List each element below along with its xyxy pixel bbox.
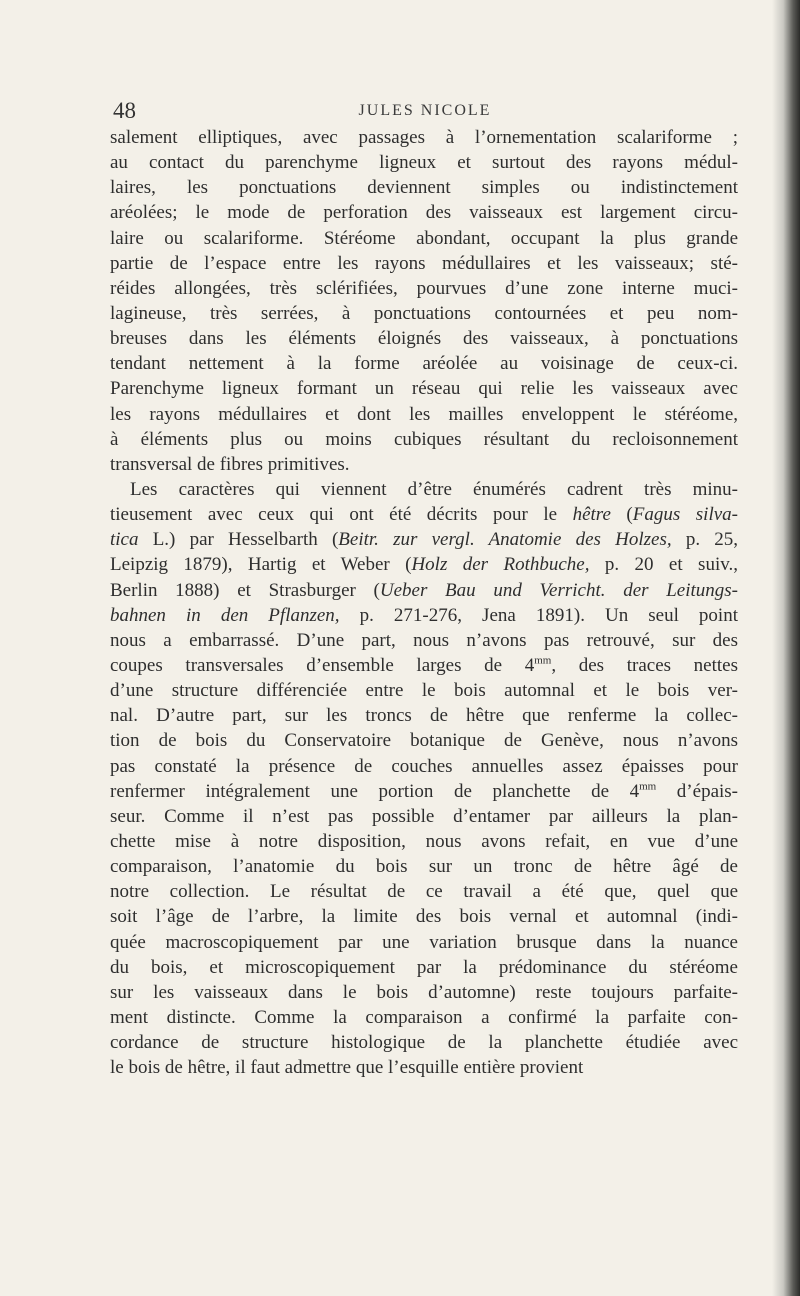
page-header bbox=[113, 98, 737, 128]
text-line bbox=[110, 502, 738, 527]
text-line bbox=[110, 703, 738, 728]
body-text bbox=[110, 125, 738, 1080]
text-segment: ( bbox=[610, 504, 633, 526]
text-segment: , des traces nettes bbox=[551, 654, 738, 676]
text-line bbox=[110, 653, 738, 678]
text-segment: coupes transversales d’ensemble larges de 4 bbox=[110, 654, 535, 676]
text-segment: sur les vaisseaux dans le bois d’automne) reste toujours parfaite- bbox=[110, 981, 738, 1003]
text-segment: cordance de structure histologique de la planchette étudiée avec bbox=[110, 1032, 738, 1054]
text-segment: chette mise à notre disposition, nous avons refait, en vue d’une bbox=[110, 830, 738, 852]
text-segment: tieusement avec ceux qui ont été décrits pour le bbox=[110, 504, 573, 526]
text-line bbox=[110, 1055, 738, 1080]
text-line bbox=[110, 980, 738, 1005]
text-line bbox=[110, 326, 738, 351]
text-line bbox=[110, 879, 738, 904]
text-line bbox=[110, 150, 738, 175]
text-line bbox=[110, 1030, 738, 1055]
text-line bbox=[110, 452, 738, 477]
text-line bbox=[110, 854, 738, 879]
text-line bbox=[110, 955, 738, 980]
text-line bbox=[110, 402, 738, 427]
text-line bbox=[110, 175, 738, 200]
text-segment: laires, les ponctuations deviennent simples ou indistinctement bbox=[110, 177, 738, 199]
text-segment: notre collection. Le résultat de ce travail a été que, quel que bbox=[110, 881, 738, 903]
text-segment: L.) par Hesselbarth ( bbox=[138, 529, 339, 551]
text-line bbox=[110, 628, 738, 653]
text-segment: p. 271-276, Jena 1891). Un seul point bbox=[339, 604, 738, 626]
text-segment: quée macroscopiquement par une variation brusque dans la nuance bbox=[110, 931, 738, 953]
text-line bbox=[110, 527, 738, 552]
page-edge-shadow bbox=[772, 0, 800, 1296]
text-line bbox=[110, 376, 738, 401]
text-line bbox=[110, 779, 738, 804]
text-segment: Berlin 1888) et Strasburger ( bbox=[110, 579, 380, 601]
text-segment: les rayons médullaires et dont les mailles enveloppent le stéréome, bbox=[110, 403, 738, 425]
text-segment: nal. D’autre part, sur les troncs de hêtre que renferme la collec- bbox=[110, 705, 738, 727]
text-line bbox=[110, 427, 738, 452]
text-segment: d’une structure différenciée entre le bois automnal et le bois ver- bbox=[110, 680, 738, 702]
text-segment: seur. Comme il n’est pas possible d’entamer par ailleurs la plan- bbox=[110, 805, 738, 827]
text-line bbox=[110, 603, 738, 628]
text-line bbox=[110, 578, 738, 603]
text-segment: nous a embarrassé. D’une part, nous n’avons pas retrouvé, sur des bbox=[110, 629, 738, 651]
text-line bbox=[110, 276, 738, 301]
text-line bbox=[110, 754, 738, 779]
text-line bbox=[110, 930, 738, 955]
text-segment: Parenchyme ligneux formant un réseau qui relie les vaisseaux avec bbox=[110, 378, 738, 400]
text-line bbox=[110, 1005, 738, 1030]
text-segment: laire ou scalariforme. Stéréome abondant, occupant la plus grande bbox=[110, 227, 738, 249]
text-line bbox=[110, 728, 738, 753]
text-line bbox=[110, 552, 738, 577]
text-line bbox=[110, 904, 738, 929]
text-segment: tion de bois du Conservatoire botanique de Genève, nous n’avons bbox=[110, 730, 738, 752]
text-segment: réides allongées, très sclérifiées, pourvues d’une zone interne muci- bbox=[110, 277, 738, 299]
text-line bbox=[110, 125, 738, 150]
superscript-unit: mm bbox=[639, 780, 657, 793]
text-segment: partie de l’espace entre les rayons médullaires et les vaisseaux; sté- bbox=[110, 252, 738, 274]
text-line bbox=[110, 351, 738, 376]
text-line bbox=[110, 678, 738, 703]
italic-text: bahnen in den Pflanzen, bbox=[110, 604, 340, 626]
text-line bbox=[110, 804, 738, 829]
page-number: 48 bbox=[113, 98, 136, 123]
text-segment: lagineuse, très serrées, à ponctuations contournées et peu nom- bbox=[110, 302, 738, 324]
text-segment: du bois, et microscopiquement par la prédominance du stéréome bbox=[110, 956, 738, 978]
running-head: JULES NICOLE bbox=[358, 102, 492, 119]
text-segment: ment distincte. Comme la comparaison a confirmé la parfaite con- bbox=[110, 1006, 738, 1028]
text-segment: Les caractères qui viennent d’être énumérés cadrent très minu- bbox=[130, 478, 738, 500]
italic-text: tica bbox=[110, 529, 139, 551]
text-line bbox=[110, 251, 738, 276]
superscript-unit: mm bbox=[534, 654, 552, 667]
text-segment: p. 25, bbox=[671, 529, 739, 551]
text-segment: comparaison, l’anatomie du bois sur un tronc de hêtre âgé de bbox=[110, 856, 738, 878]
text-segment: à éléments plus ou moins cubiques résultant du recloisonnement bbox=[110, 428, 738, 450]
text-segment: tendant nettement à la forme aréolée au voisinage de ceux-ci. bbox=[110, 353, 738, 375]
italic-text: Ueber Bau und Verricht. der Leitungs- bbox=[379, 579, 738, 601]
text-segment: le bois de hêtre, il faut admettre que l’esquille entière provient bbox=[110, 1057, 584, 1079]
text-segment: pas constaté la présence de couches annuelles assez épaisses pour bbox=[110, 755, 738, 777]
italic-text: hêtre bbox=[572, 504, 611, 526]
text-segment: d’épais- bbox=[656, 780, 738, 802]
text-segment: breuses dans les éléments éloignés des vaisseaux, à ponctuations bbox=[110, 328, 738, 350]
text-segment: soit l’âge de l’arbre, la limite des bois vernal et automnal (indi- bbox=[110, 906, 738, 928]
text-line bbox=[110, 226, 738, 251]
text-segment: p. 20 et suiv., bbox=[589, 554, 738, 576]
text-line bbox=[110, 200, 738, 225]
text-segment: renfermer intégralement une portion de planchette de 4 bbox=[110, 780, 640, 802]
text-segment: au contact du parenchyme ligneux et surtout des rayons médul- bbox=[110, 152, 738, 174]
italic-text: Fagus silva- bbox=[632, 504, 738, 526]
text-line bbox=[110, 829, 738, 854]
italic-text: Beitr. zur vergl. Anatomie des Holzes, bbox=[338, 529, 672, 551]
text-line bbox=[110, 301, 738, 326]
text-segment: salement elliptiques, avec passages à l’ornementation scalariforme ; bbox=[110, 127, 738, 148]
italic-text: Holz der Rothbuche, bbox=[411, 554, 590, 576]
text-line bbox=[110, 477, 738, 502]
text-segment: aréolées; le mode de perforation des vaisseaux est largement circu- bbox=[110, 202, 738, 224]
text-segment: transversal de fibres primitives. bbox=[110, 453, 350, 475]
text-segment: Leipzig 1879), Hartig et Weber ( bbox=[110, 554, 412, 576]
